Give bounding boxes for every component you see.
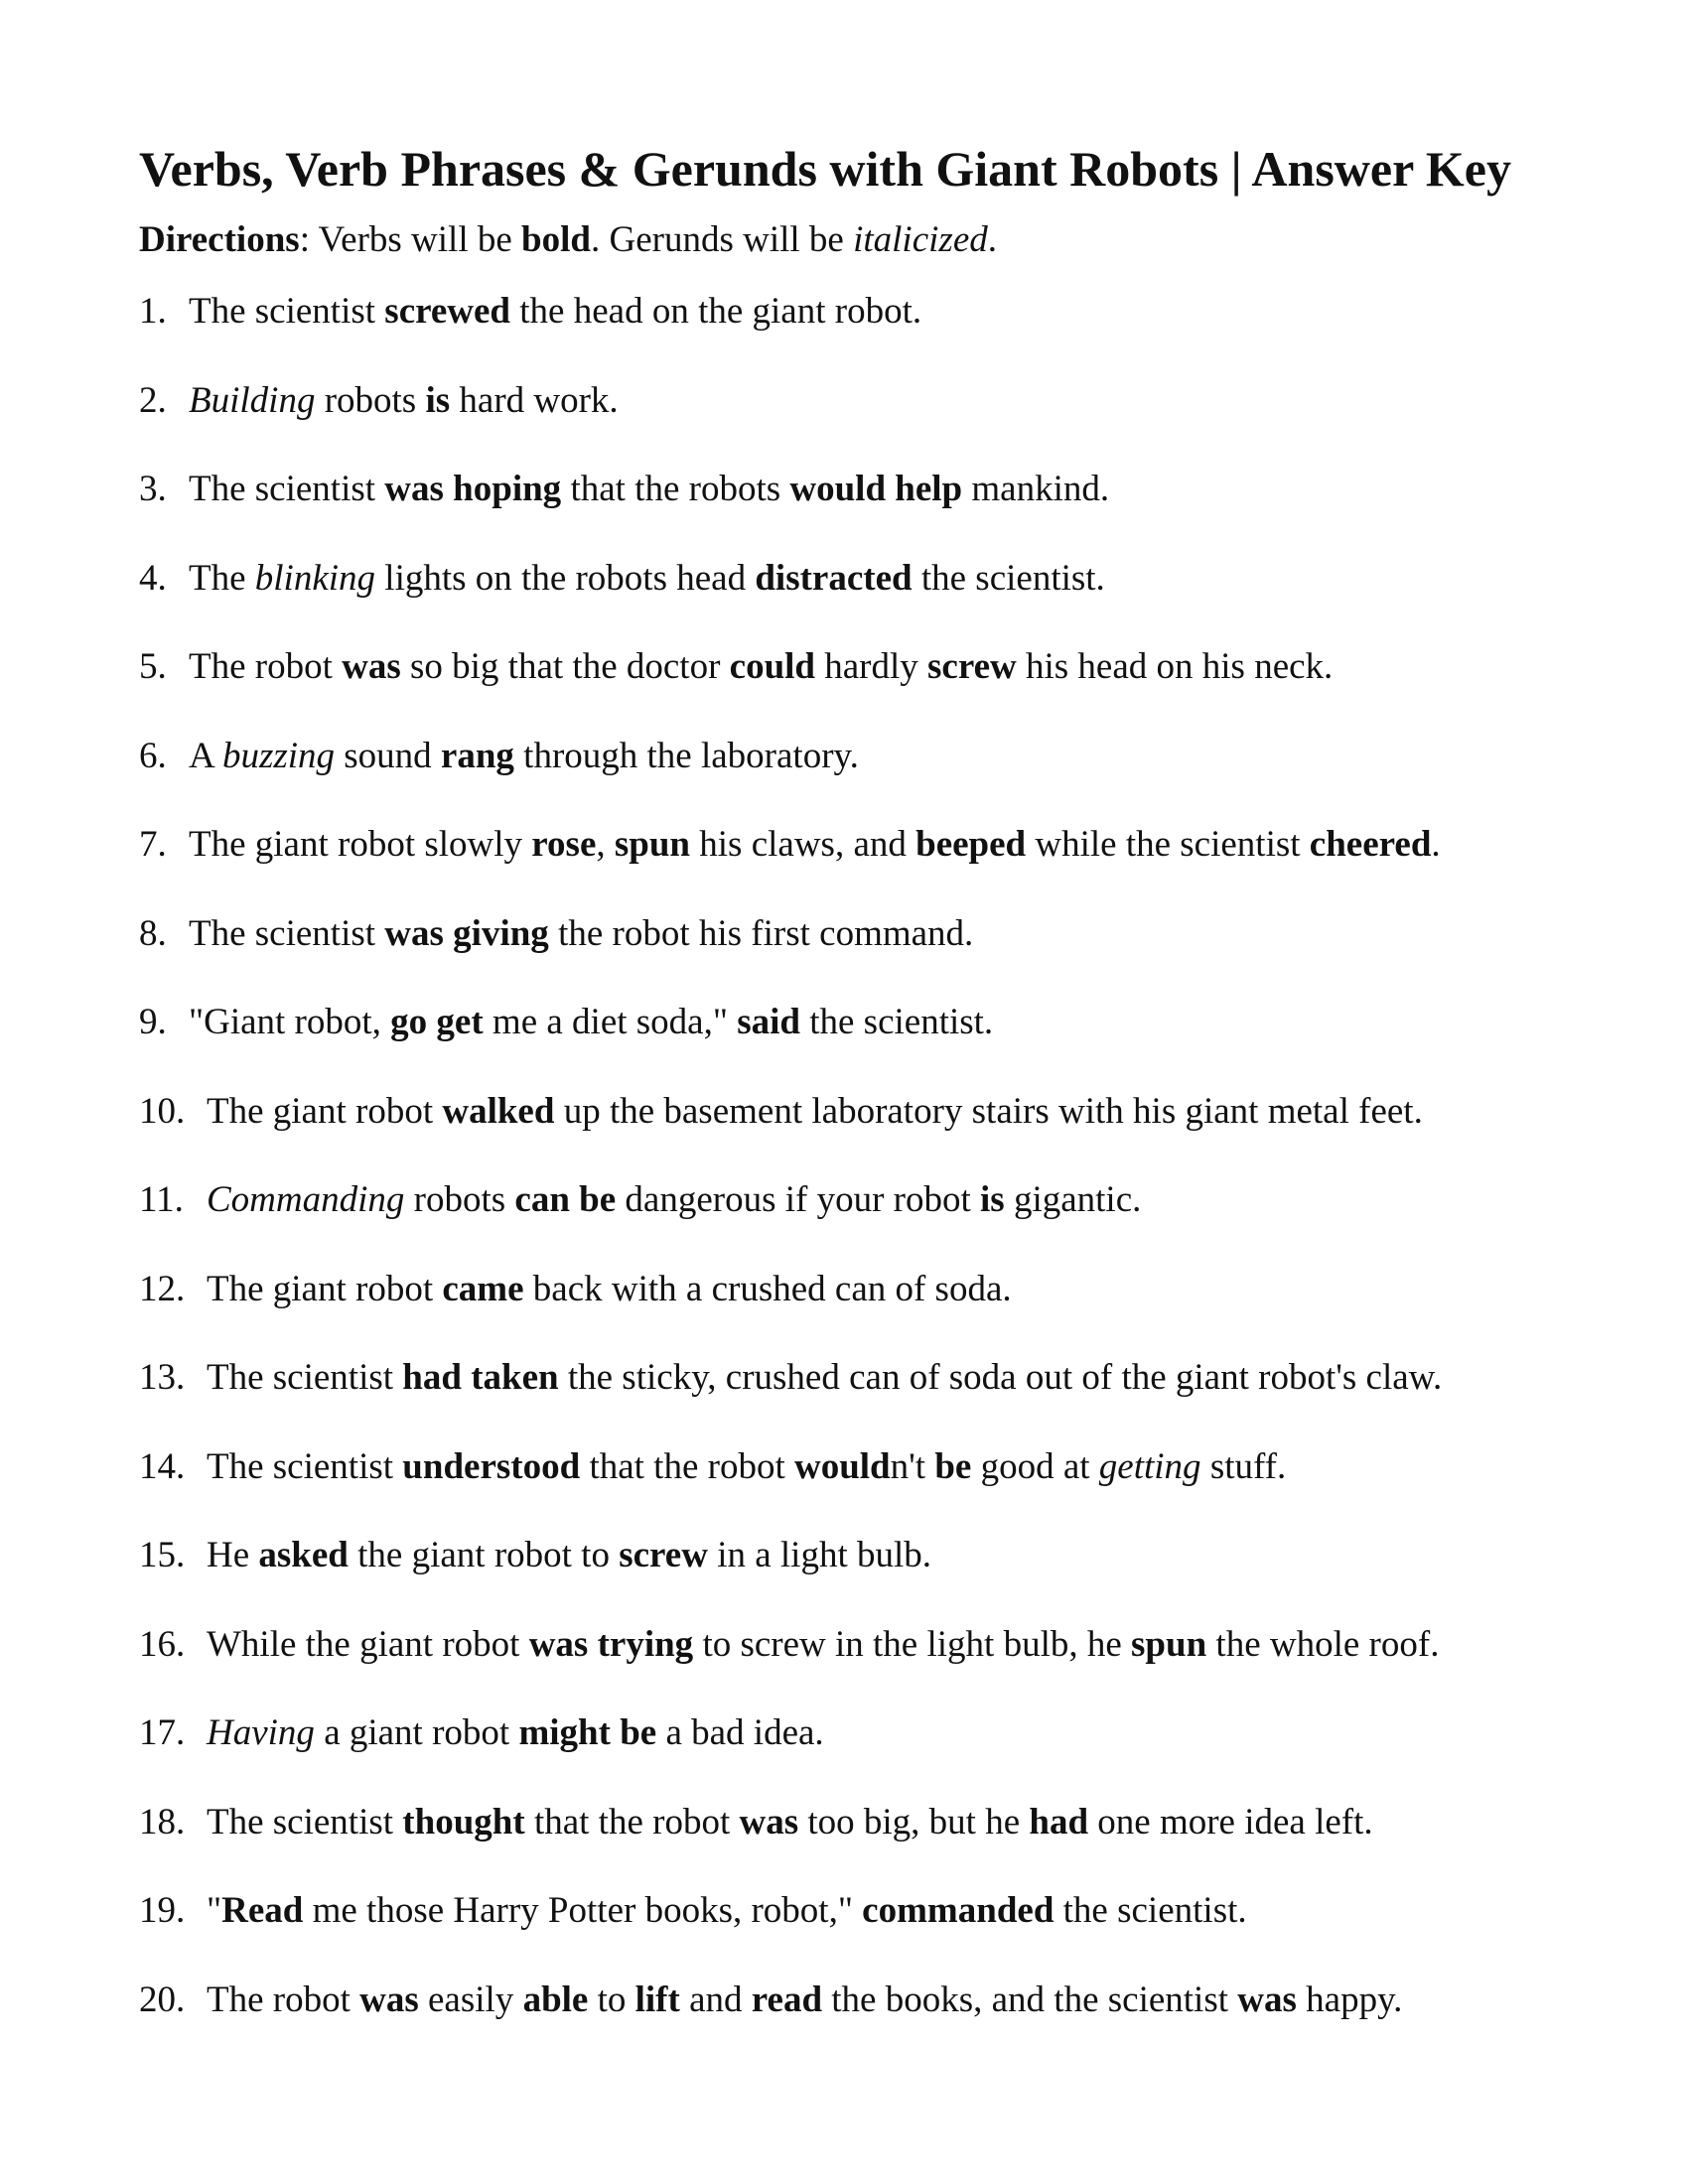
list-item bbox=[139, 1266, 1442, 1355]
verb-text: was giving bbox=[384, 912, 549, 954]
sentence-text: the books, and the scientist bbox=[822, 1979, 1238, 2020]
item-sentence bbox=[207, 1091, 1423, 1132]
item-number: 9. bbox=[139, 1002, 167, 1042]
verb-text: was bbox=[359, 1979, 419, 2020]
sentence-text: so big that the doctor bbox=[400, 646, 730, 687]
item-sentence bbox=[189, 291, 921, 332]
verb-text: might be bbox=[518, 1712, 657, 1753]
verb-text: came bbox=[442, 1268, 524, 1309]
sentence-text: too big, but he bbox=[798, 1801, 1030, 1843]
item-sentence bbox=[189, 558, 1105, 599]
sentence-text: The scientist bbox=[189, 469, 385, 509]
verb-text: screwed bbox=[384, 291, 511, 332]
sentence-text: easily bbox=[418, 1979, 523, 2020]
verb-text: said bbox=[737, 1002, 800, 1042]
list-item bbox=[139, 733, 1442, 822]
item-number: 19. bbox=[139, 1890, 186, 1931]
gerund-text: Commanding bbox=[207, 1179, 405, 1220]
item-number: 18. bbox=[139, 1801, 186, 1843]
verb-text: go get bbox=[390, 1002, 484, 1042]
sentence-text: the head on the giant robot. bbox=[510, 291, 922, 332]
verb-text: thought bbox=[402, 1801, 525, 1843]
verb-text: understood bbox=[402, 1445, 581, 1487]
item-sentence bbox=[189, 380, 619, 421]
sentence-text: and bbox=[679, 1979, 752, 2020]
list-item bbox=[139, 1799, 1442, 1888]
item-number: 10. bbox=[139, 1090, 186, 1132]
list-item bbox=[139, 1977, 1442, 2066]
gerund-text: getting bbox=[1098, 1445, 1201, 1487]
sentence-text: sound bbox=[335, 735, 441, 776]
sentence-text: up the basement laboratory stairs with his giant metal feet. bbox=[554, 1090, 1423, 1132]
item-number: 4. bbox=[139, 557, 167, 599]
list-item bbox=[139, 466, 1442, 555]
item-number: 15. bbox=[139, 1535, 186, 1575]
sentence-text: gigantic. bbox=[1004, 1179, 1142, 1220]
sentence-text: The scientist bbox=[207, 1801, 403, 1843]
sentence-text: the scientist. bbox=[799, 1002, 994, 1042]
sentence-text: stuff. bbox=[1200, 1445, 1287, 1487]
sentence-text: lights on the robots head bbox=[375, 557, 756, 599]
item-number: 7. bbox=[139, 824, 167, 865]
verb-text: was bbox=[1237, 1979, 1297, 2020]
list-item bbox=[139, 1176, 1442, 1266]
page-title: Verbs, Verb Phrases & Gerunds with Giant Robots | Answer Key bbox=[139, 141, 1511, 197]
sentence-text: happy. bbox=[1296, 1979, 1403, 2020]
list-item bbox=[139, 377, 1442, 467]
directions-line bbox=[139, 216, 997, 264]
list-item bbox=[139, 643, 1442, 733]
sentence-text: hard work. bbox=[450, 379, 619, 421]
sentence-text: robots bbox=[315, 379, 426, 421]
gerund-text: buzzing bbox=[221, 735, 336, 776]
sentence-text: a bad idea. bbox=[656, 1712, 824, 1753]
sentence-text: to screw in the light bulb, he bbox=[693, 1623, 1132, 1665]
answer-list bbox=[139, 288, 1442, 2065]
verb-text: would help bbox=[789, 469, 963, 509]
sentence-text: through the laboratory. bbox=[513, 735, 859, 776]
verb-text: could bbox=[729, 646, 815, 687]
sentence-text: while the scientist bbox=[1026, 824, 1310, 865]
list-item bbox=[139, 1621, 1442, 1710]
sentence-text: mankind. bbox=[962, 469, 1110, 509]
verb-text: had bbox=[1029, 1801, 1089, 1843]
verb-text: spun bbox=[614, 824, 691, 865]
item-number: 17. bbox=[139, 1712, 186, 1753]
item-number: 14. bbox=[139, 1445, 186, 1487]
item-number: 5. bbox=[139, 646, 167, 687]
sentence-text: While the giant robot bbox=[207, 1623, 529, 1665]
sentence-text: a giant robot bbox=[314, 1712, 519, 1753]
verb-text: walked bbox=[442, 1090, 555, 1132]
item-number: 3. bbox=[139, 469, 167, 509]
sentence-text: . Gerunds will be bbox=[590, 219, 854, 260]
item-sentence bbox=[207, 1712, 824, 1753]
sentence-text: . bbox=[1431, 824, 1441, 865]
verb-text: was hoping bbox=[384, 469, 562, 509]
sentence-text: the sticky, crushed can of soda out of the giant robot's claw. bbox=[558, 1357, 1443, 1398]
verb-text: was bbox=[342, 646, 401, 687]
list-item bbox=[139, 1354, 1442, 1443]
verb-text: bold bbox=[521, 219, 591, 260]
list-item bbox=[139, 910, 1442, 1000]
list-item bbox=[139, 1443, 1442, 1533]
sentence-text: one more idea left. bbox=[1088, 1801, 1373, 1843]
sentence-text: me those Harry Potter books, robot," bbox=[303, 1890, 863, 1931]
verb-text: spun bbox=[1131, 1623, 1207, 1665]
verb-text: can be bbox=[514, 1179, 617, 1220]
sentence-text: in a light bulb. bbox=[707, 1535, 932, 1575]
sentence-text: that the robots bbox=[561, 469, 790, 509]
verb-text: was bbox=[739, 1801, 799, 1843]
item-sentence bbox=[189, 913, 973, 954]
item-sentence bbox=[189, 1002, 993, 1042]
directions-label: Directions bbox=[139, 219, 300, 260]
list-item bbox=[139, 1532, 1442, 1621]
sentence-text: The scientist bbox=[207, 1445, 403, 1487]
verb-text: was trying bbox=[528, 1623, 694, 1665]
item-sentence bbox=[207, 1446, 1286, 1487]
verb-text: commanded bbox=[862, 1890, 1055, 1931]
verb-text: Read bbox=[221, 1890, 304, 1931]
verb-text: rang bbox=[440, 735, 514, 776]
sentence-text: the robot his first command. bbox=[548, 912, 974, 954]
sentence-text: his claws, and bbox=[690, 824, 916, 865]
sentence-text: hardly bbox=[815, 646, 928, 687]
item-sentence bbox=[207, 1535, 931, 1575]
sentence-text: the scientist. bbox=[912, 557, 1105, 599]
list-item bbox=[139, 1088, 1442, 1177]
list-item bbox=[139, 555, 1442, 644]
gerund-text: Building bbox=[189, 379, 316, 421]
item-number: 16. bbox=[139, 1623, 186, 1665]
sentence-text: The bbox=[189, 557, 255, 599]
item-sentence bbox=[189, 736, 859, 776]
sentence-text: The scientist bbox=[189, 912, 385, 954]
verb-text: screw bbox=[927, 646, 1017, 687]
sentence-text: that the robot bbox=[580, 1445, 794, 1487]
item-sentence bbox=[207, 1179, 1141, 1220]
sentence-text: The robot bbox=[189, 646, 343, 687]
sentence-text: that the robot bbox=[524, 1801, 740, 1843]
item-number: 2. bbox=[139, 379, 167, 421]
sentence-text: good at bbox=[971, 1445, 1099, 1487]
list-item bbox=[139, 288, 1442, 377]
verb-text: asked bbox=[258, 1535, 349, 1575]
gerund-text: Having bbox=[207, 1712, 315, 1753]
sentence-text: me a diet soda," bbox=[483, 1002, 738, 1042]
item-sentence bbox=[207, 1624, 1439, 1665]
item-number: 1. bbox=[139, 291, 167, 332]
verb-text: be bbox=[934, 1445, 972, 1487]
verb-text: screw bbox=[619, 1535, 708, 1575]
item-sentence bbox=[189, 646, 1333, 687]
verb-text: cheered bbox=[1309, 824, 1432, 865]
item-sentence bbox=[189, 824, 1441, 865]
sentence-text: dangerous if your robot bbox=[616, 1179, 980, 1220]
item-sentence bbox=[207, 1979, 1402, 2020]
sentence-text: "Giant robot, bbox=[189, 1002, 391, 1042]
gerund-text: blinking bbox=[254, 557, 376, 599]
list-item bbox=[139, 1887, 1442, 1977]
sentence-text: the giant robot to bbox=[348, 1535, 620, 1575]
verb-text: distracted bbox=[755, 557, 913, 599]
verb-text: beeped bbox=[915, 824, 1027, 865]
item-number: 20. bbox=[139, 1979, 186, 2020]
item-sentence bbox=[189, 469, 1109, 509]
sentence-text: The scientist bbox=[189, 291, 385, 332]
item-number: 13. bbox=[139, 1357, 186, 1398]
list-item bbox=[139, 999, 1442, 1088]
verb-text: able bbox=[522, 1979, 589, 2020]
verb-text: had taken bbox=[402, 1357, 559, 1398]
item-number: 11. bbox=[139, 1179, 184, 1220]
item-sentence bbox=[207, 1890, 1247, 1931]
sentence-text: the scientist. bbox=[1054, 1890, 1247, 1931]
sentence-text: The giant robot bbox=[207, 1268, 443, 1309]
sentence-text: A bbox=[189, 735, 222, 776]
sentence-text: The robot bbox=[207, 1979, 360, 2020]
sentence-text: robots bbox=[404, 1179, 515, 1220]
item-sentence bbox=[207, 1802, 1373, 1843]
sentence-text: , bbox=[596, 824, 615, 865]
sentence-text: He bbox=[207, 1535, 259, 1575]
verb-text: is bbox=[425, 379, 451, 421]
sentence-text: The scientist bbox=[207, 1357, 403, 1398]
verb-text: read bbox=[751, 1979, 823, 2020]
sentence-text: : Verbs will be bbox=[299, 219, 522, 260]
sentence-text: " bbox=[207, 1890, 222, 1931]
list-item bbox=[139, 1709, 1442, 1799]
item-number: 12. bbox=[139, 1268, 186, 1309]
verb-text: lift bbox=[634, 1979, 680, 2020]
sentence-text: his head on his neck. bbox=[1016, 646, 1334, 687]
verb-text: is bbox=[980, 1179, 1005, 1220]
item-sentence bbox=[207, 1269, 1012, 1309]
sentence-text: the whole roof. bbox=[1206, 1623, 1440, 1665]
item-number: 8. bbox=[139, 912, 167, 954]
gerund-text: italicized bbox=[853, 219, 988, 260]
verb-text: rose bbox=[531, 824, 597, 865]
item-number: 6. bbox=[139, 735, 167, 776]
sentence-text: The giant robot bbox=[207, 1090, 443, 1132]
list-item bbox=[139, 821, 1442, 910]
sentence-text: n't bbox=[890, 1445, 935, 1487]
verb-text: would bbox=[793, 1445, 891, 1487]
sentence-text: The giant robot slowly bbox=[189, 824, 532, 865]
sentence-text: to bbox=[588, 1979, 635, 2020]
sentence-text: . bbox=[987, 219, 997, 260]
sentence-text: back with a crushed can of soda. bbox=[523, 1268, 1012, 1309]
item-sentence bbox=[207, 1357, 1442, 1398]
